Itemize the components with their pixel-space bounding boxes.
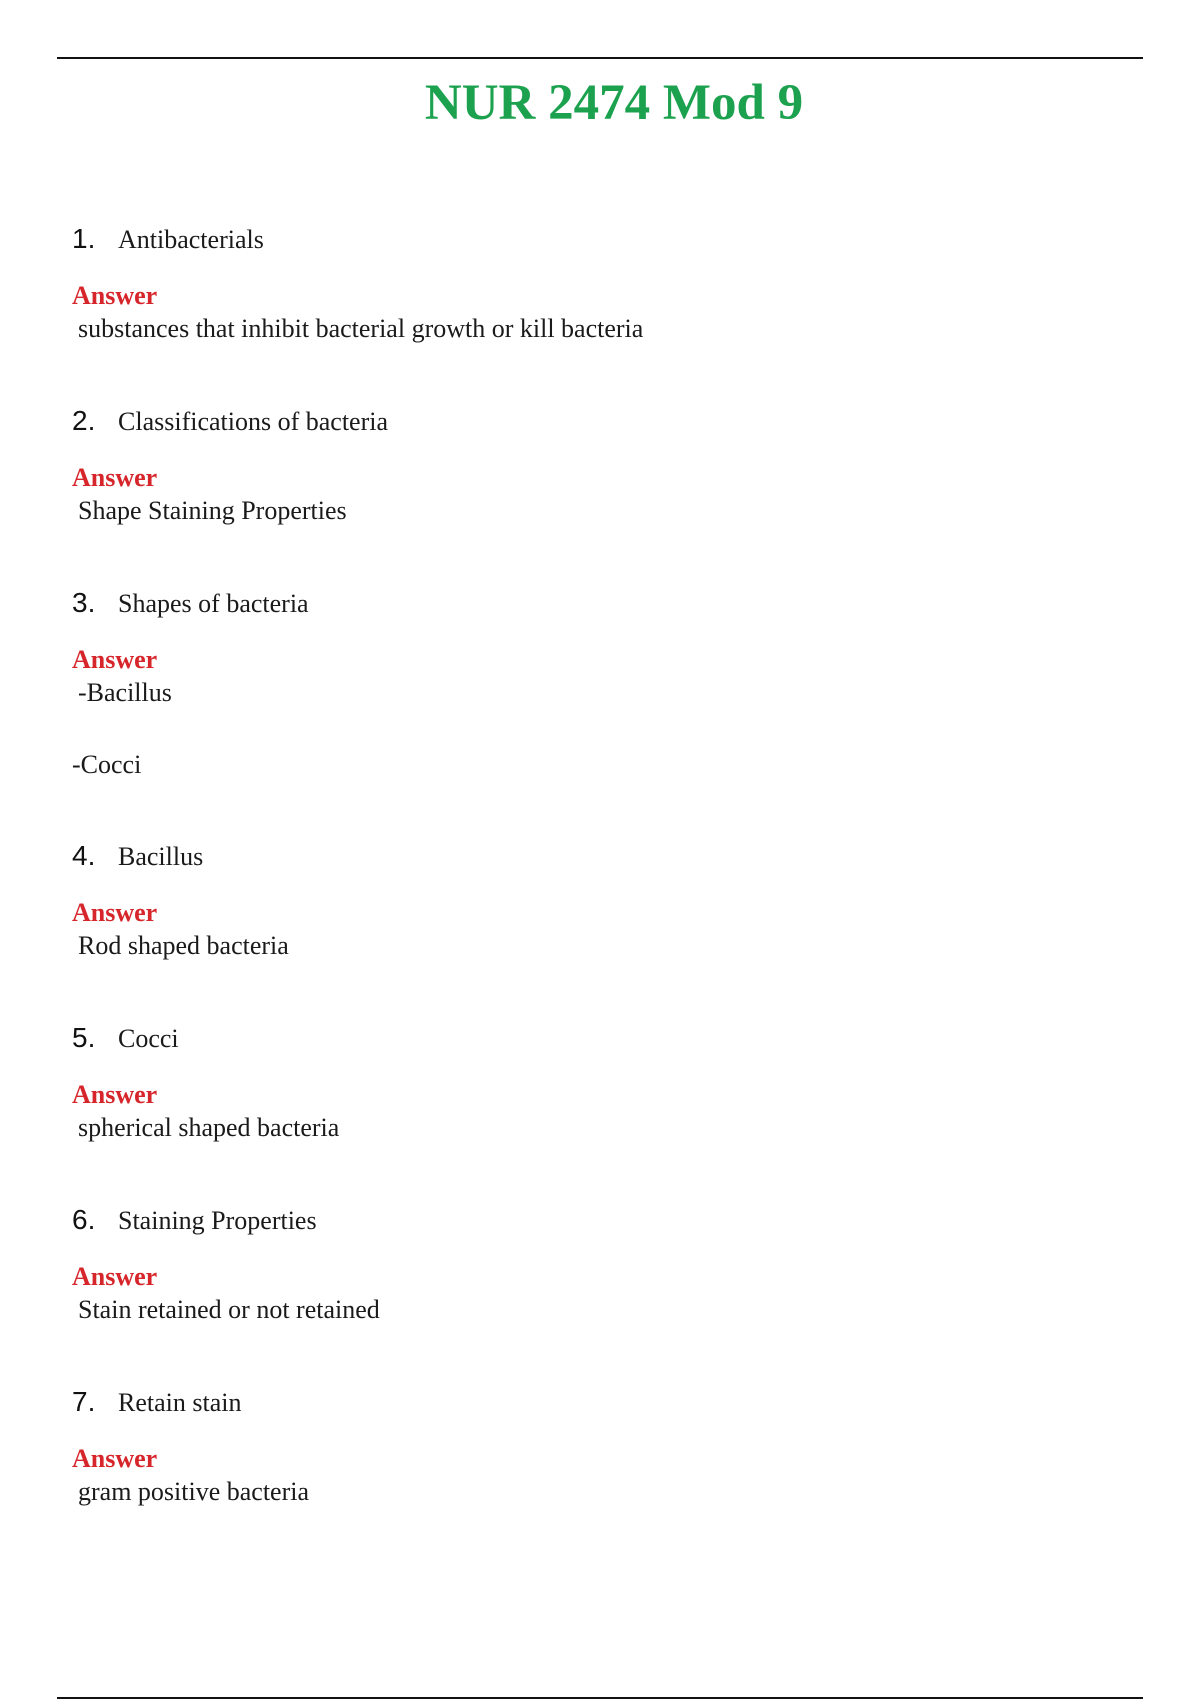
question-text: Staining Properties <box>118 1206 317 1235</box>
document-title: NUR 2474 Mod 9 <box>424 75 804 131</box>
answer-label: Answer <box>72 281 158 310</box>
question-text: Classifications of bacteria <box>118 407 389 436</box>
answer-label: Answer <box>72 1080 158 1109</box>
question-number: 2. <box>72 405 96 436</box>
bottom-rule <box>57 1697 1143 1699</box>
question-line <box>72 219 1132 259</box>
question-line <box>72 1018 1132 1058</box>
question-line <box>72 836 1132 876</box>
question-block <box>72 219 1132 347</box>
answer-text: Stain retained or not retained <box>78 1295 380 1324</box>
answer-label: Answer <box>72 1262 158 1291</box>
answer-text: Shape Staining Properties <box>78 496 347 525</box>
question-text: Cocci <box>118 1024 179 1053</box>
answer-text: spherical shaped bacteria <box>78 1113 340 1142</box>
question-number: 1. <box>72 223 96 254</box>
question-block <box>72 1382 1132 1510</box>
question-number: 6. <box>72 1204 96 1235</box>
question-number: 7. <box>72 1386 96 1417</box>
question-line <box>72 1200 1132 1240</box>
question-block <box>72 1200 1132 1328</box>
question-line <box>72 401 1132 441</box>
question-block <box>72 836 1132 964</box>
question-text: Antibacterials <box>118 225 264 254</box>
question-line <box>72 1382 1132 1422</box>
question-text: Bacillus <box>118 842 204 871</box>
question-number: 4. <box>72 840 96 871</box>
question-number: 5. <box>72 1022 96 1053</box>
question-block <box>72 583 1132 783</box>
answer-text: gram positive bacteria <box>78 1477 310 1506</box>
question-line <box>72 583 1132 623</box>
question-block <box>72 1018 1132 1146</box>
answer-text: -Cocci <box>72 750 142 779</box>
answer-text: substances that inhibit bacterial growth or kill bacteria <box>78 314 644 343</box>
top-rule <box>57 57 1143 59</box>
answer-text: -Bacillus <box>78 678 172 707</box>
answer-label: Answer <box>72 898 158 927</box>
question-text: Retain stain <box>118 1388 242 1417</box>
question-text: Shapes of bacteria <box>118 589 309 618</box>
answer-text: Rod shaped bacteria <box>78 931 289 960</box>
question-block <box>72 401 1132 529</box>
answer-label: Answer <box>72 463 158 492</box>
question-number: 3. <box>72 587 96 618</box>
answer-label: Answer <box>72 1444 158 1473</box>
answer-label: Answer <box>72 645 158 674</box>
